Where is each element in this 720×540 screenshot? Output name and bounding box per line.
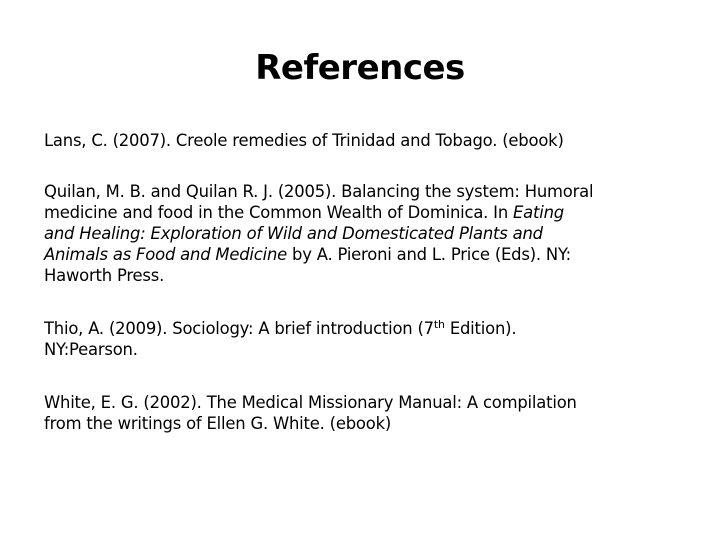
superscript-text: th [433, 318, 445, 331]
reference-line: Haworth Press. [44, 266, 165, 285]
reference-item [44, 392, 711, 434]
slide-title: References [255, 48, 465, 88]
reference-item [44, 318, 711, 360]
reference-italic-text: Animals as Food and Medicine [44, 245, 288, 264]
reference-text: medicine and food in the Common Wealth of Dominica. In [44, 203, 514, 222]
reference-line [44, 223, 711, 244]
reference-line [44, 318, 711, 339]
reference-line: from the writings of Ellen G. White. (ebook) [44, 414, 392, 433]
reference-italic-text: Eating [513, 203, 565, 222]
reference-text: Thio, A. (2009). Sociology: A brief introduction (7 [44, 319, 434, 338]
reference-line [44, 202, 711, 223]
reference-item [44, 181, 711, 286]
reference-line: White, E. G. (2002). The Medical Missionary Manual: A compilation [44, 393, 577, 412]
reference-text: Edition). [444, 319, 517, 338]
reference-italic-text: and Healing: Exploration of Wild and Domesticated Plants and [44, 224, 543, 243]
reference-line: NY:Pearson. [44, 340, 138, 359]
reference-item [44, 130, 711, 151]
reference-line: Lans, C. (2007). Creole remedies of Trinidad and Tobago. (ebook) [44, 131, 564, 150]
reference-text: by A. Pieroni and L. Price (Eds). NY: [287, 245, 571, 264]
reference-line [44, 244, 711, 265]
reference-line: Quilan, M. B. and Quilan R. J. (2005). Balancing the system: Humoral [44, 182, 594, 201]
